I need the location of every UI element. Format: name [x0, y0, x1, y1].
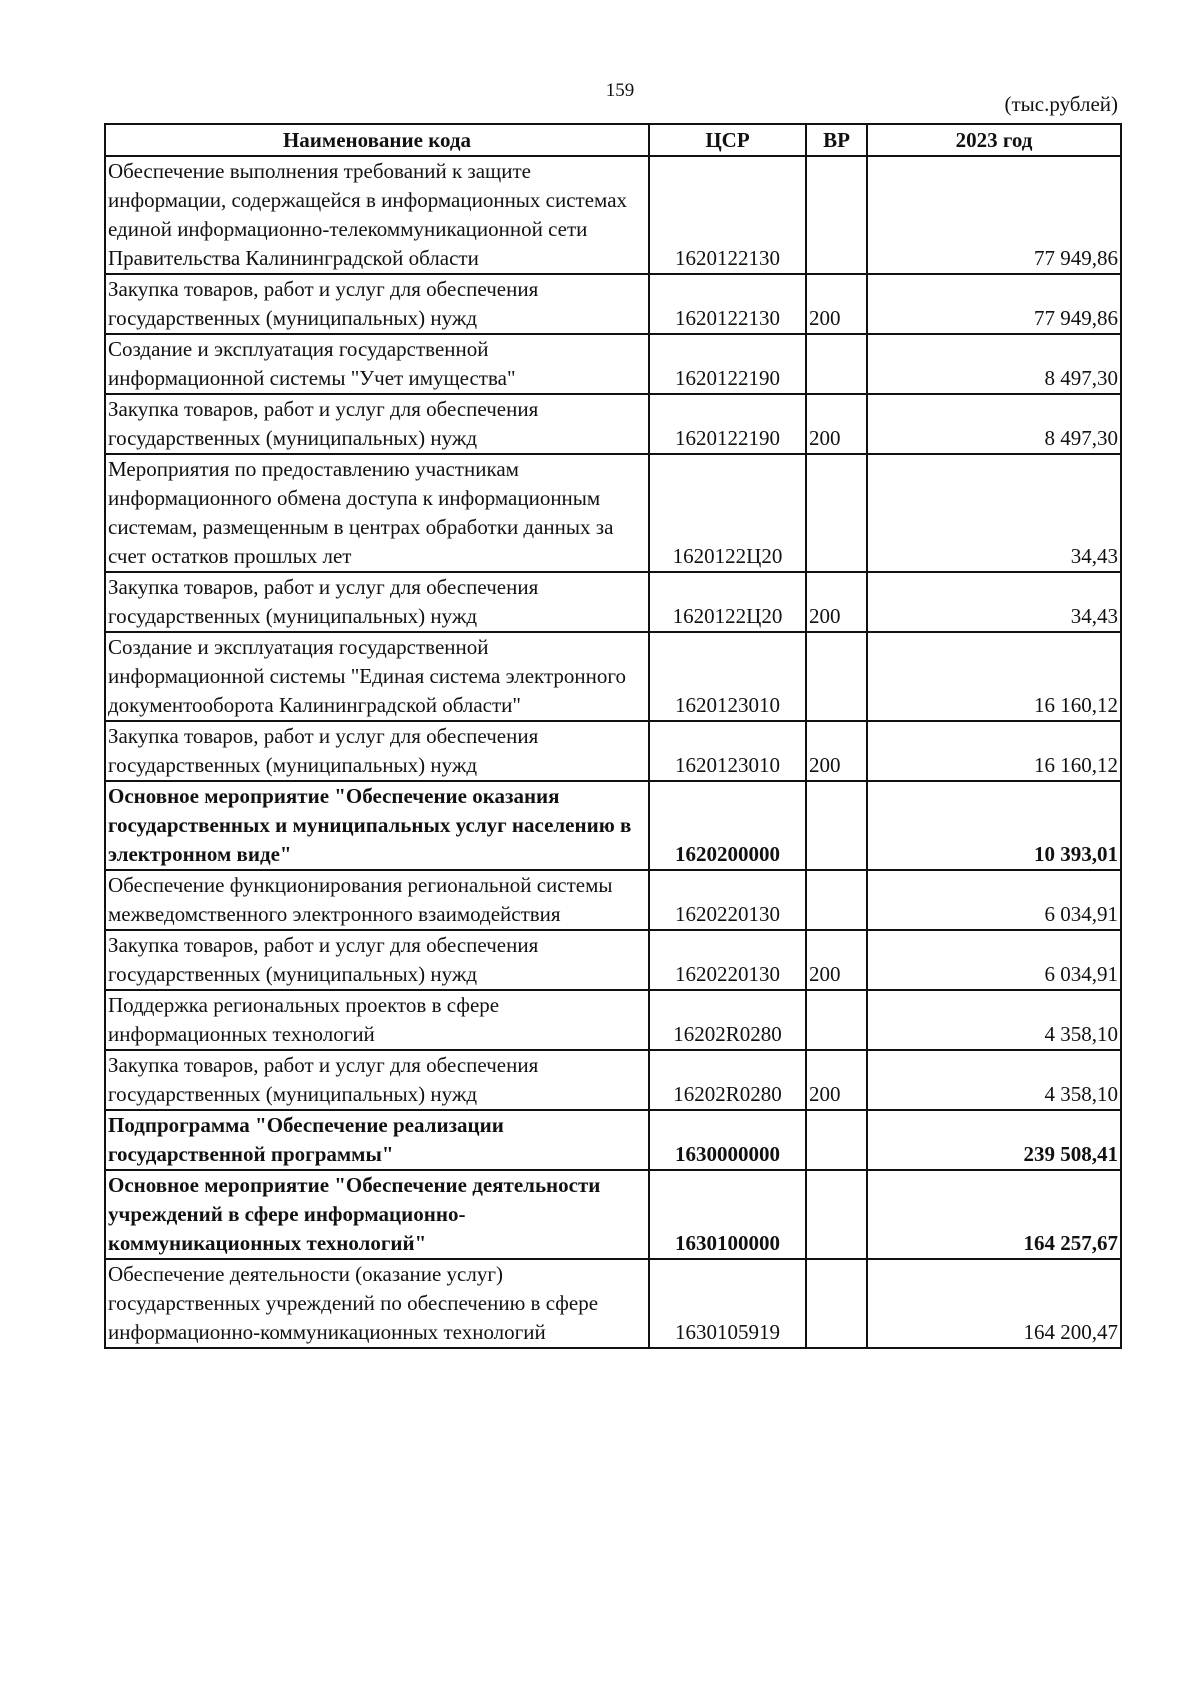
row-vr: [806, 1259, 867, 1348]
row-name: Закупка товаров, работ и услуг для обеспечения государственных (муниципальных) нужд: [105, 721, 649, 781]
row-sum: 34,43: [867, 454, 1121, 572]
row-csr: 1620122190: [649, 334, 806, 394]
row-name: Закупка товаров, работ и услуг для обеспечения государственных (муниципальных) нужд: [105, 274, 649, 334]
table-row: [105, 394, 1121, 454]
row-csr: 1620122130: [649, 156, 806, 274]
table-row: [105, 334, 1121, 394]
header-vr: ВР: [806, 124, 867, 156]
row-vr: [806, 1170, 867, 1259]
row-csr: 1620200000: [649, 781, 806, 870]
row-sum: 4 358,10: [867, 1050, 1121, 1110]
row-name: Обеспечение выполнения требований к защите информации, содержащейся в информационных системах единой информационно-телекоммуникационной сети Правительства Калининградской области: [105, 156, 649, 274]
row-sum: 16 160,12: [867, 721, 1121, 781]
header-name: Наименование кода: [105, 124, 649, 156]
row-csr: 1630105919: [649, 1259, 806, 1348]
row-vr: [806, 870, 867, 930]
row-sum: 10 393,01: [867, 781, 1121, 870]
row-csr: 16202R0280: [649, 1050, 806, 1110]
row-name: Создание и эксплуатация государственной информационной системы "Единая система электронного документооборота Калининградской области": [105, 632, 649, 721]
row-name: Создание и эксплуатация государственной информационной системы "Учет имущества": [105, 334, 649, 394]
row-vr: 200: [806, 274, 867, 334]
row-name: Закупка товаров, работ и услуг для обеспечения государственных (муниципальных) нужд: [105, 930, 649, 990]
row-name: Поддержка региональных проектов в сфере информационных технологий: [105, 990, 649, 1050]
row-vr: 200: [806, 572, 867, 632]
table-row: [105, 930, 1121, 990]
row-sum: 4 358,10: [867, 990, 1121, 1050]
row-csr: 16202R0280: [649, 990, 806, 1050]
header-sum: 2023 год: [867, 124, 1121, 156]
row-csr: 1620220130: [649, 870, 806, 930]
row-vr: 200: [806, 394, 867, 454]
row-vr: [806, 1110, 867, 1170]
row-name: Основное мероприятие "Обеспечение деятельности учреждений в сфере информационно-коммуникационных технологий": [105, 1170, 649, 1259]
table-row: [105, 632, 1121, 721]
row-csr: 1630100000: [649, 1170, 806, 1259]
table-row: [105, 721, 1121, 781]
row-sum: 8 497,30: [867, 394, 1121, 454]
row-name: Основное мероприятие "Обеспечение оказания государственных и муниципальных услуг населению в электронном виде": [105, 781, 649, 870]
units-label: (тыс.рублей): [1004, 92, 1118, 116]
row-sum: 6 034,91: [867, 930, 1121, 990]
row-sum: 77 949,86: [867, 274, 1121, 334]
header-csr: ЦСР: [649, 124, 806, 156]
table-row: [105, 870, 1121, 930]
row-sum: 77 949,86: [867, 156, 1121, 274]
row-name: Мероприятия по предоставлению участникам информационного обмена доступа к информационным системам, размещенным в центрах обработки данных за счет остатков прошлых лет: [105, 454, 649, 572]
row-csr: 1620123010: [649, 632, 806, 721]
row-vr: 200: [806, 930, 867, 990]
row-sum: 164 257,67: [867, 1170, 1121, 1259]
table-header-row: [105, 124, 1121, 156]
table-row: [105, 1170, 1121, 1259]
table-row: [105, 1110, 1121, 1170]
table-row: [105, 454, 1121, 572]
row-vr: [806, 990, 867, 1050]
page-number: 159: [605, 80, 635, 101]
row-csr: 1620122Ц20: [649, 572, 806, 632]
row-csr: 1620122130: [649, 274, 806, 334]
table-row: [105, 990, 1121, 1050]
table-row: [105, 572, 1121, 632]
row-vr: [806, 781, 867, 870]
row-name: Обеспечение функционирования региональной системы межведомственного электронного взаимодействия: [105, 870, 649, 930]
row-sum: 34,43: [867, 572, 1121, 632]
row-vr: [806, 454, 867, 572]
row-sum: 239 508,41: [867, 1110, 1121, 1170]
row-name: Закупка товаров, работ и услуг для обеспечения государственных (муниципальных) нужд: [105, 572, 649, 632]
table-row: [105, 156, 1121, 274]
row-name: Подпрограмма "Обеспечение реализации государственной программы": [105, 1110, 649, 1170]
row-csr: 1620122Ц20: [649, 454, 806, 572]
table-row: [105, 274, 1121, 334]
table-row: [105, 1259, 1121, 1348]
row-vr: [806, 334, 867, 394]
table-row: [105, 1050, 1121, 1110]
row-vr: [806, 156, 867, 274]
row-csr: 1620123010: [649, 721, 806, 781]
row-vr: 200: [806, 721, 867, 781]
row-vr: [806, 632, 867, 721]
row-csr: 1620220130: [649, 930, 806, 990]
row-sum: 164 200,47: [867, 1259, 1121, 1348]
row-sum: 8 497,30: [867, 334, 1121, 394]
row-csr: 1620122190: [649, 394, 806, 454]
row-name: Обеспечение деятельности (оказание услуг) государственных учреждений по обеспечению в сфере информационно-коммуникационных технологий: [105, 1259, 649, 1348]
row-name: Закупка товаров, работ и услуг для обеспечения государственных (муниципальных) нужд: [105, 1050, 649, 1110]
table-row: [105, 781, 1121, 870]
row-sum: 6 034,91: [867, 870, 1121, 930]
row-name: Закупка товаров, работ и услуг для обеспечения государственных (муниципальных) нужд: [105, 394, 649, 454]
budget-table: [104, 123, 1122, 1349]
row-vr: 200: [806, 1050, 867, 1110]
row-csr: 1630000000: [649, 1110, 806, 1170]
row-sum: 16 160,12: [867, 632, 1121, 721]
